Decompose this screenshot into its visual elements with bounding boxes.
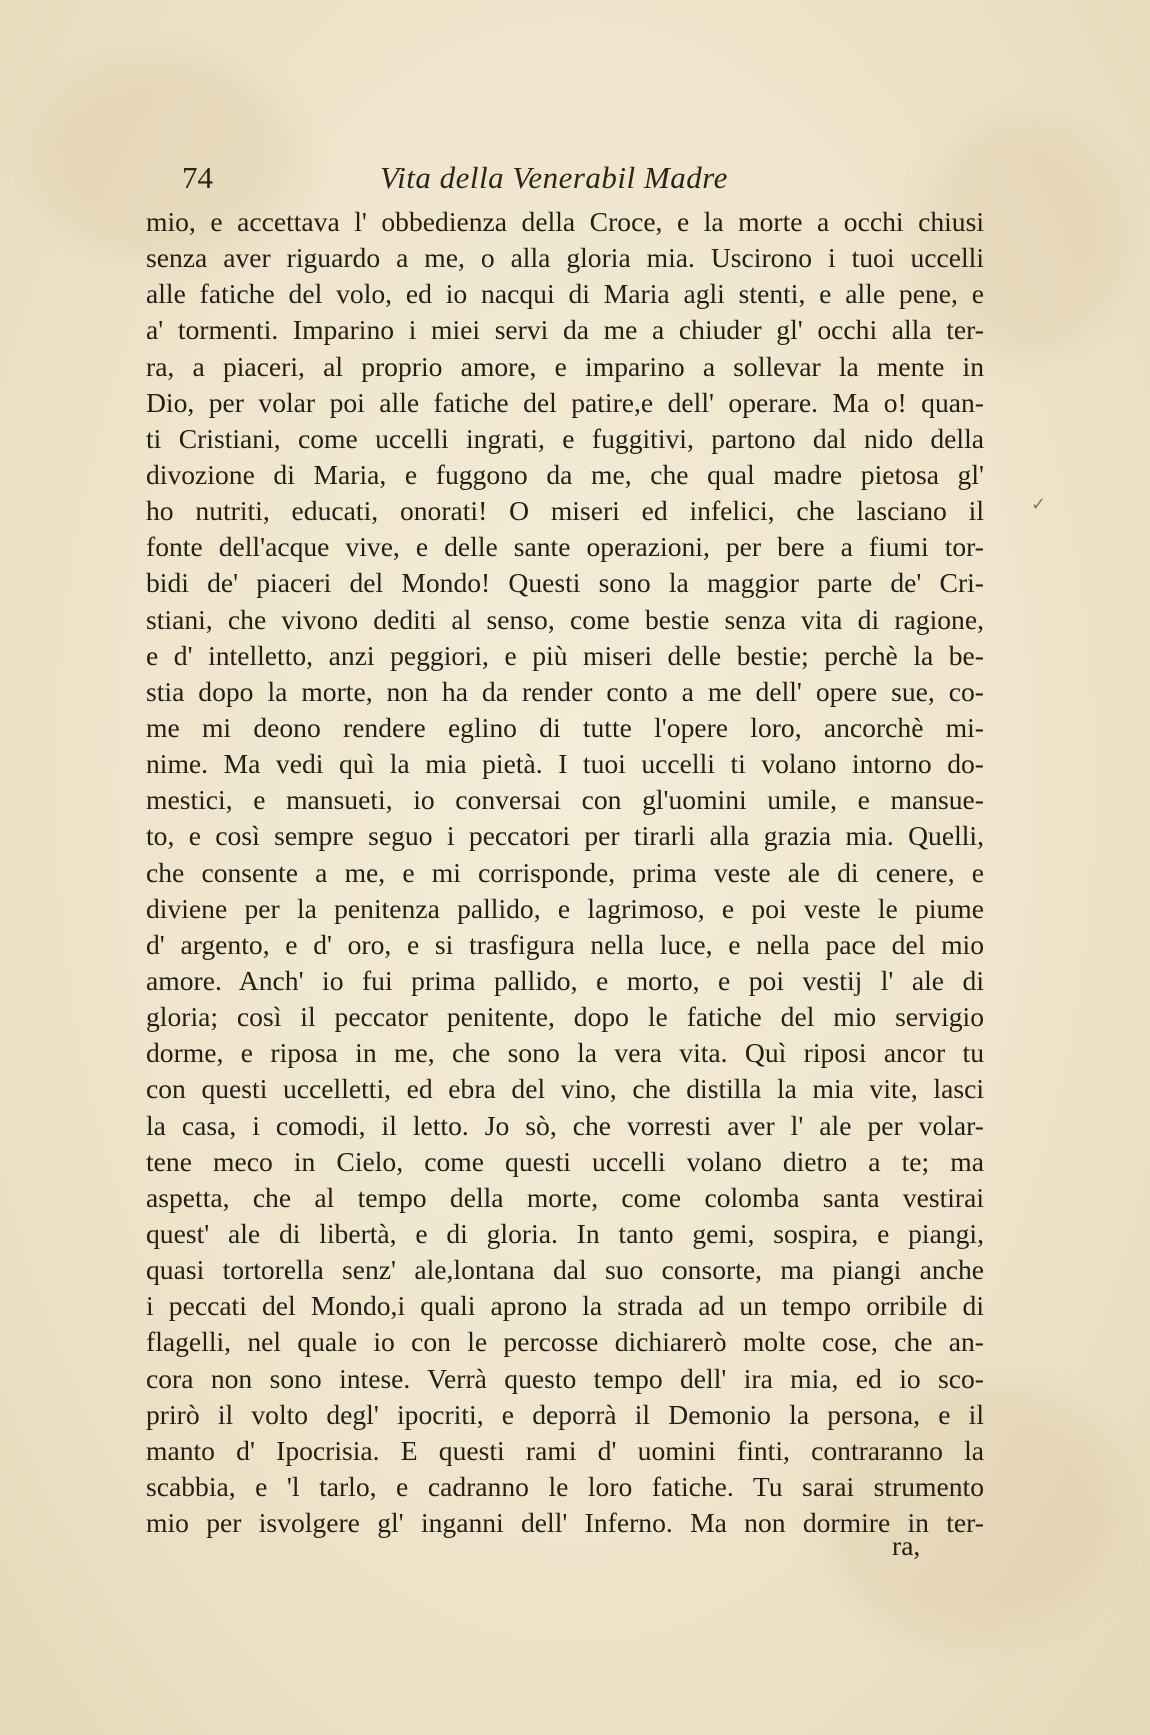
text-line: quasi tortorella senz' ale,lontana dal suo consorte, ma piangi anche <box>146 1254 984 1286</box>
text-line: prirò il volto degl' ipocriti, e deporrà il Demonio la persona, e il <box>146 1398 984 1430</box>
catchword: ra, <box>892 1530 921 1561</box>
text-line: che consente a me, e mi corrisponde, prima veste ale di cenere, e <box>146 856 984 888</box>
text-line: alle fatiche del volo, ed io nacqui di Maria agli stenti, e alle pene, e <box>146 278 984 310</box>
text-line: a' tormenti. Imparino i miei servi da me a chiuder gl' occhi alla ter- <box>146 314 984 346</box>
body-text <box>146 204 984 1541</box>
text-line: nime. Ma vedi quì la mia pietà. I tuoi uccelli ti volano intorno do- <box>146 748 984 780</box>
margin-mark: ✓ <box>1031 494 1047 515</box>
text-line: diviene per la penitenza pallido, e lagrimoso, e poi veste le piume <box>146 892 984 924</box>
running-title: Vita della Venerabil Madre <box>380 160 728 195</box>
text-line: manto d' Ipocrisia. E questi rami d' uomini finti, contraranno la <box>146 1434 984 1466</box>
text-line: cora non sono intese. Verrà questo tempo dell' ira mia, ed io sco- <box>146 1362 984 1394</box>
text-line: i peccati del Mondo,i quali aprono la strada ad un tempo orribile di <box>146 1290 984 1322</box>
text-line: gloria; così il peccator penitente, dopo le fatiche del mio servigio <box>146 1001 984 1033</box>
text-line: scabbia, e 'l tarlo, e cadranno le loro fatiche. Tu sarai strumento <box>146 1470 984 1502</box>
text-line: aspetta, che al tempo della morte, come colomba santa vestirai <box>146 1181 984 1213</box>
text-line: mio, e accettava l' obbedienza della Croce, e la morte a occhi chiusi <box>146 206 984 237</box>
text-line: divozione di Maria, e fuggono da me, che qual madre pietosa gl' <box>146 458 984 490</box>
text-line: flagelli, nel quale io con le percosse dichiarerò molte cose, che an- <box>146 1326 984 1358</box>
text-line: fonte dell'acque vive, e delle sante operazioni, per bere a fiumi tor- <box>146 531 984 563</box>
page-number: 74 <box>182 160 213 195</box>
page-header <box>176 160 756 204</box>
text-line: la casa, i comodi, il letto. Jo sò, che vorresti aver l' ale per volar- <box>146 1109 984 1141</box>
text-line: stiani, che vivono dediti al senso, come bestie senza vita di ragione, <box>146 603 984 635</box>
text-line: me mi deono rendere eglino di tutte l'opere loro, ancorchè mi- <box>146 711 984 743</box>
text-line: senza aver riguardo a me, o alla gloria mia. Uscirono i tuoi uccelli <box>146 242 984 274</box>
text-line: amore. Anch' io fui prima pallido, e morto, e poi vestij l' ale di <box>146 964 984 996</box>
text-line: to, e così sempre seguo i peccatori per tirarli alla grazia mia. Quelli, <box>146 820 984 852</box>
text-line: mio per isvolgere gl' inganni dell' Inferno. Ma non dormire in ter- <box>146 1507 984 1539</box>
text-line: ti Cristiani, come uccelli ingrati, e fuggitivi, partono dal nido della <box>146 422 984 454</box>
text-line: quest' ale di libertà, e di gloria. In tanto gemi, sospira, e piangi, <box>146 1217 984 1249</box>
text-line: dorme, e riposa in me, che sono la vera vita. Quì riposi ancor tu <box>146 1037 984 1069</box>
text-line: Dio, per volar poi alle fatiche del patire,e dell' operare. Ma o! quan- <box>146 386 984 418</box>
text-line: mestici, e mansueti, io conversai con gl'uomini umile, e mansue- <box>146 784 984 816</box>
text-line: ho nutriti, educati, onorati! O miseri ed infelici, che lasciano il <box>146 495 984 527</box>
text-line: tene meco in Cielo, come questi uccelli volano dietro a te; ma <box>146 1145 984 1177</box>
text-line: ra, a piaceri, al proprio amore, e imparino a sollevar la mente in <box>146 350 984 382</box>
text-line: con questi uccelletti, ed ebra del vino, che distilla la mia vite, lasci <box>146 1073 984 1105</box>
text-line: bidi de' piaceri del Mondo! Questi sono la maggior parte de' Cri- <box>146 567 984 599</box>
text-line: d' argento, e d' oro, e si trasfigura nella luce, e nella pace del mio <box>146 928 984 960</box>
text-line: stia dopo la morte, non ha da render conto a me dell' opere sue, co- <box>146 675 984 707</box>
text-line: e d' intelletto, anzi peggiori, e più miseri delle bestie; perchè la be- <box>146 639 984 671</box>
